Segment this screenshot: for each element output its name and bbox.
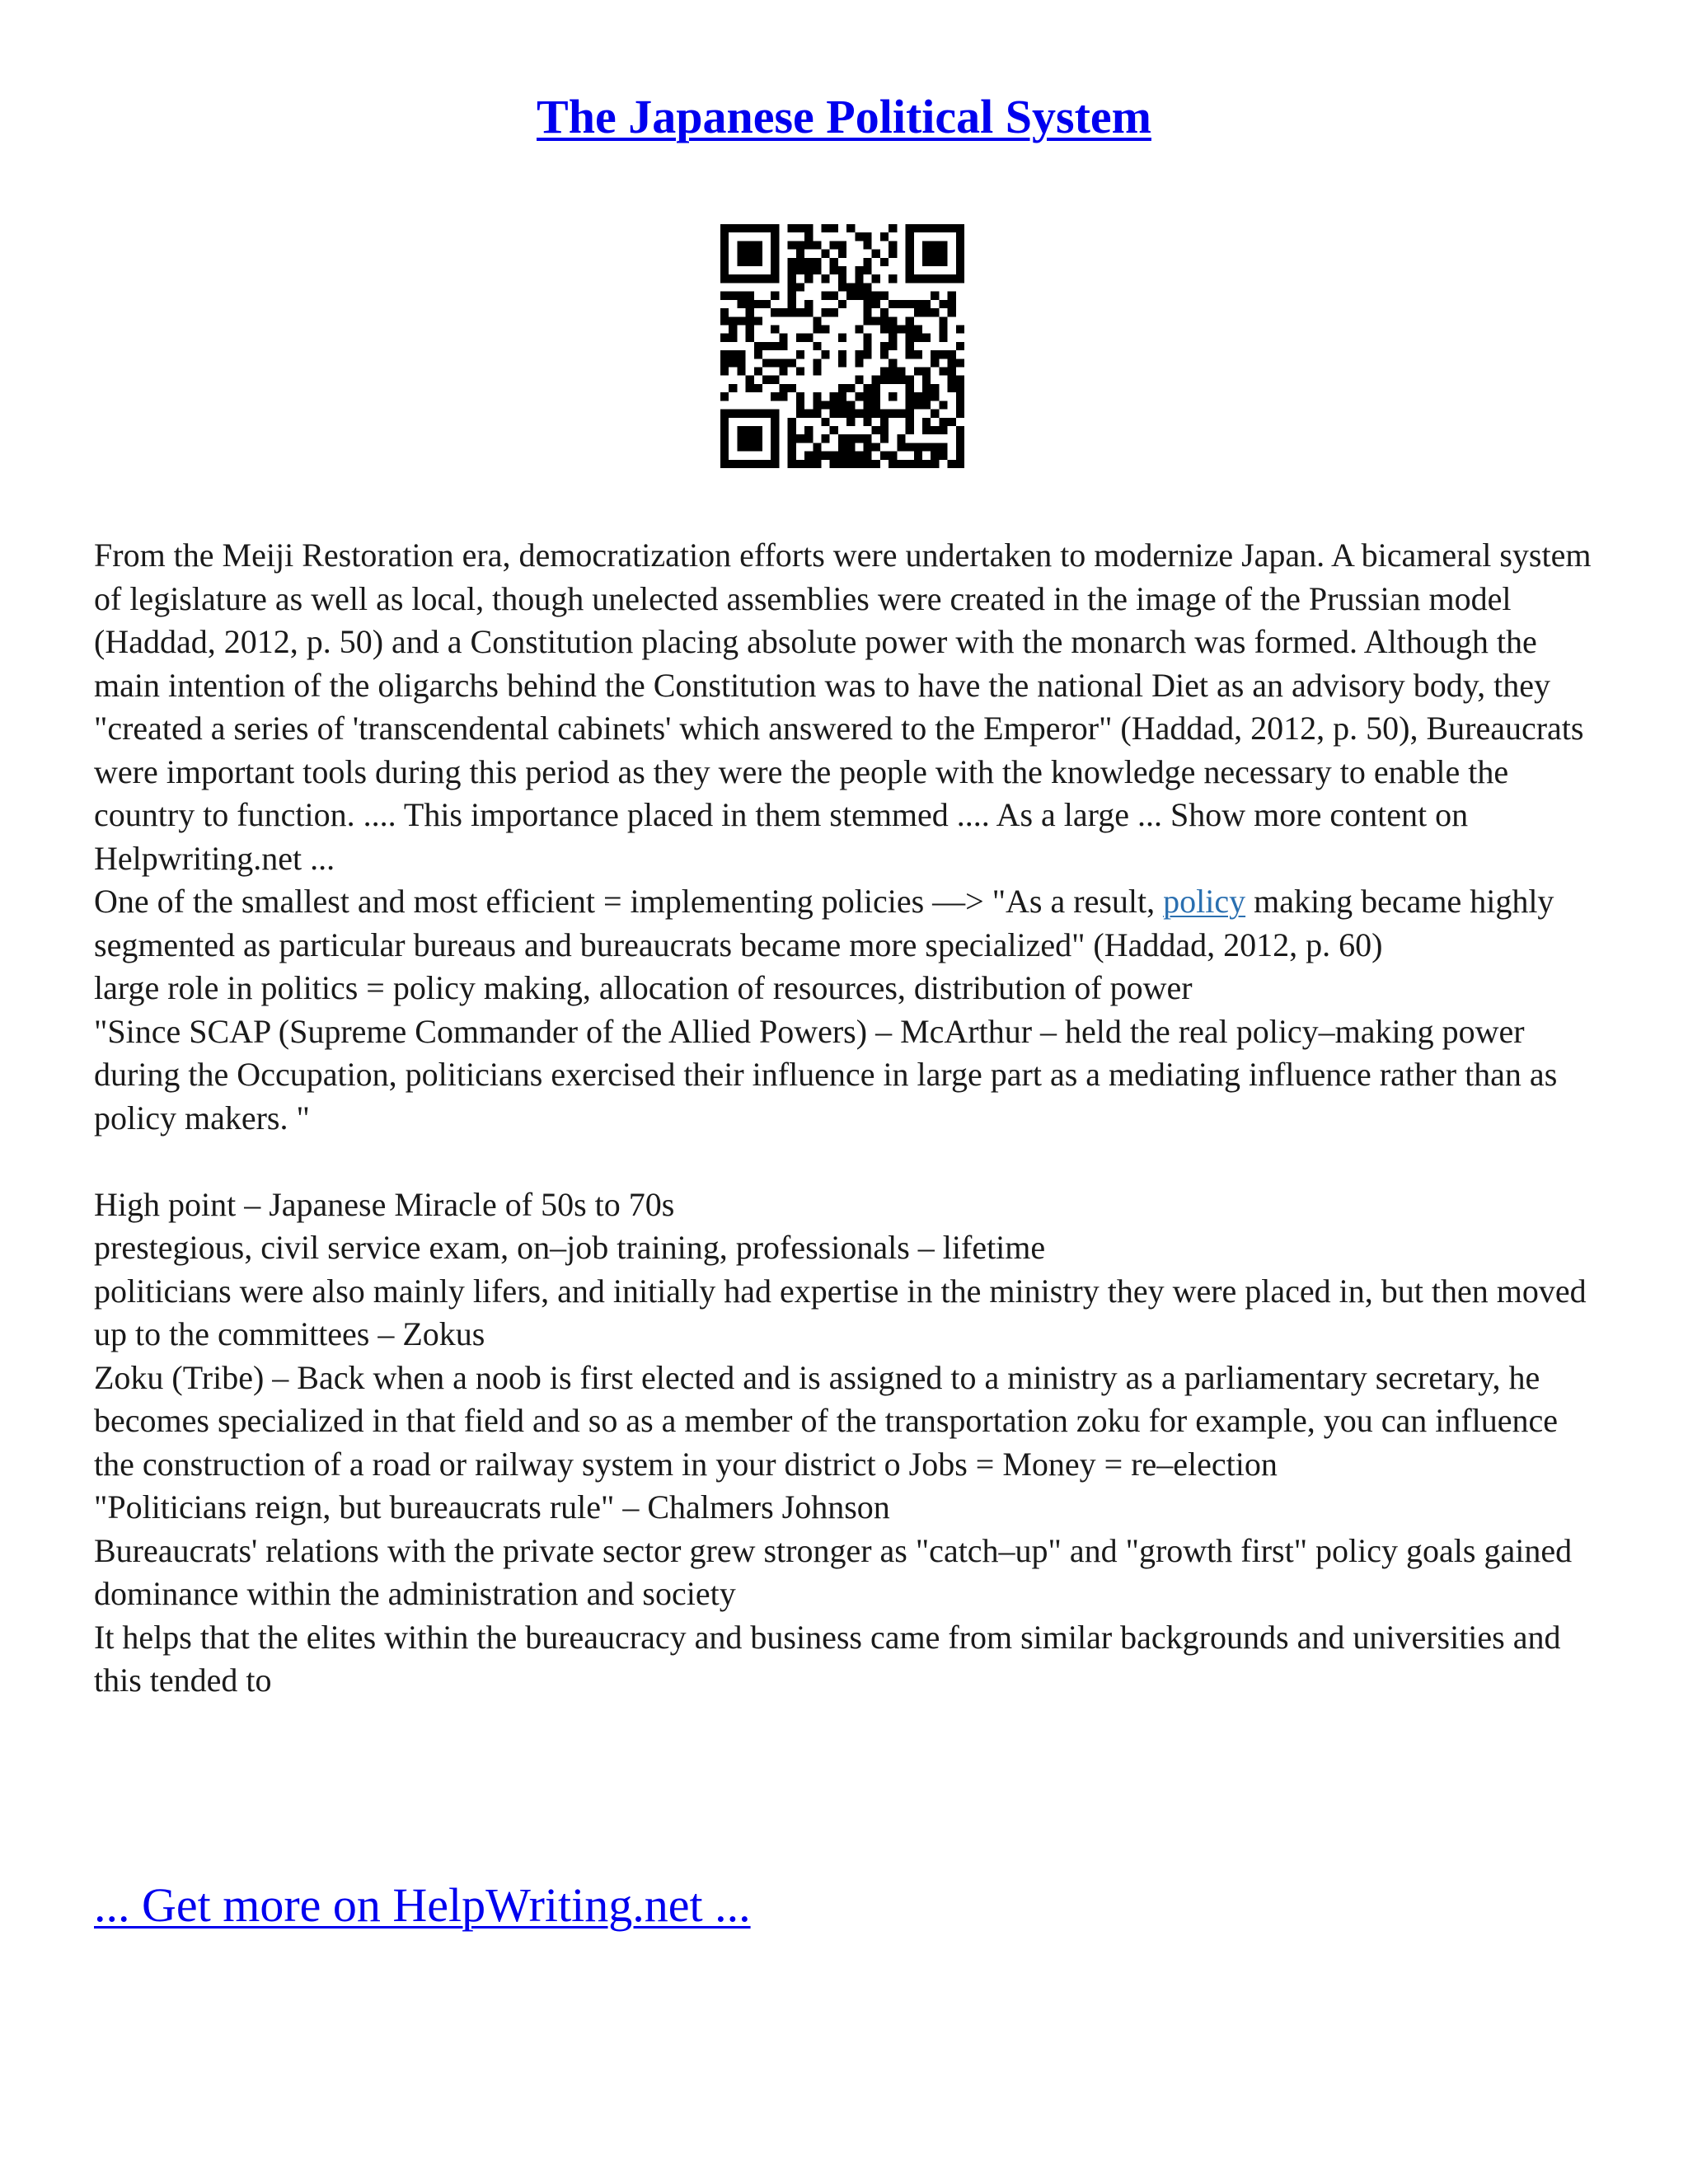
- qr-code-icon: [720, 224, 964, 468]
- note-prestegious: prestegious, civil service exam, on–job training, professionals – lifetime: [94, 1229, 1046, 1266]
- document-title[interactable]: The Japanese Political System: [537, 90, 1151, 143]
- note-politicians-lifers: politicians were also mainly lifers, and initially had expertise in the ministry they were placed in, but then moved up to the committees – Zokus: [94, 1272, 1587, 1352]
- note-elites: It helps that the elites within the bureaucracy and business came from similar backgrounds and universities and this tended to: [94, 1618, 1561, 1699]
- note-zoku: Zoku (Tribe) – Back when a noob is first elected and is assigned to a ministry as a parliamentary secretary, he becomes specialized in that field and so as a member of the transportation zoku for example, you can influence the construction of a road or railway system in your district o Jobs = Money = re–election: [94, 1358, 1559, 1483]
- policy-link[interactable]: policy: [1163, 883, 1246, 920]
- note-smallest-text-b: making became highly segmented as particular bureaus and bureaucrats became more specialized" (Haddad, 2012, p. 60): [94, 883, 1554, 963]
- note-private-sector: Bureaucrats' relations with the private sector grew stronger as "catch–up" and "growth first" policy goals gained dominance within the administration and society: [94, 1531, 1573, 1612]
- get-more-link[interactable]: ... Get more on HelpWriting.net ...: [94, 1878, 751, 1932]
- intro-paragraph: From the Meiji Restoration era, democratization efforts were undertaken to modernize Japan. A bicameral system of legislature as well as local, though unelected assemblies were created in the image of the Prussian model (Haddad, 2012, p. 50) and a Constitution placing absolute power with the monarch was formed. Although the main intention of the oligarchs behind the Constitution was to have the national Diet as an advisory body, they "created a series of 'transcendental cabinets' which answered to the Emperor" (Haddad, 2012, p. 50), Bureaucrats were important tools during this period as they were the people with the knowledge necessary to enable the country to function. .... This importance placed in them stemmed .... As a large ... Show more content on Helpwriting.net ...: [94, 537, 1592, 877]
- note-large-role: large role in politics = policy making, allocation of resources, distribution of power: [94, 969, 1193, 1006]
- spacer: [94, 1140, 1602, 1183]
- note-smallest-efficient: [94, 880, 1602, 967]
- note-johnson-quote: "Politicians reign, but bureaucrats rule" – Chalmers Johnson: [94, 1488, 890, 1526]
- article-body: [94, 534, 1602, 1703]
- note-high-point: High point – Japanese Miracle of 50s to 70s: [94, 1185, 675, 1223]
- note-scap-quote: "Since SCAP (Supreme Commander of the Allied Powers) – McArthur – held the real policy–making power during the Occupation, politicians exercised their influence in large part as a mediating influence rather than as policy makers. ": [94, 1012, 1558, 1137]
- note-smallest-text-a: One of the smallest and most efficient = implementing policies —> "As a result,: [94, 883, 1164, 920]
